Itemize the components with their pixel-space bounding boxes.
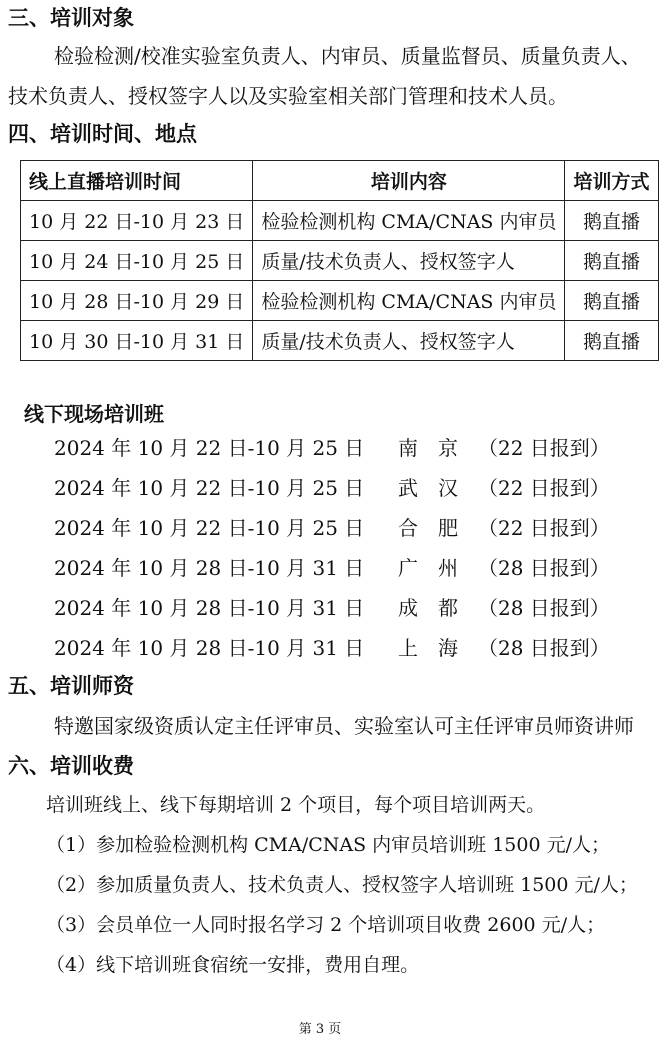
offline-row — [0, 472, 640, 502]
header-content: 培训内容 — [253, 161, 565, 201]
offline-note: （22 日报到） — [478, 476, 610, 500]
offline-city: 上海 — [398, 636, 478, 660]
offline-row — [0, 552, 640, 582]
table-row — [21, 321, 659, 361]
offline-row — [0, 632, 640, 662]
cell-time: 10 月 28 日-10 月 29 日 — [21, 281, 253, 321]
cell-content: 检验检测机构 CMA/CNAS 内审员 — [253, 281, 565, 321]
offline-row — [0, 592, 640, 622]
offline-city: 成都 — [398, 596, 478, 620]
fee-item: （2）参加质量负责人、技术负责人、授权签字人培训班 1500 元/人； — [46, 874, 638, 896]
offline-city: 广州 — [398, 556, 478, 580]
offline-title: 线下现场培训班 — [24, 402, 164, 426]
section-3-line-1: 检验检测/校准实验室负责人、内审员、质量监督员、质量负责人、 — [54, 44, 641, 68]
table-row — [21, 201, 659, 241]
offline-date: 2024 年 10 月 22 日-10 月 25 日 — [54, 436, 365, 460]
cell-content: 质量/技术负责人、授权签字人 — [253, 321, 565, 361]
section-6-intro: 培训班线上、线下每期培训 2 个项目，每个项目培训两天。 — [46, 794, 546, 816]
section-5-heading: 五、培训师资 — [8, 674, 134, 698]
section-3-heading: 三、培训对象 — [8, 6, 134, 30]
cell-method: 鹅直播 — [565, 281, 658, 321]
page-number: 第 3 页 — [298, 1022, 342, 1037]
cell-time: 10 月 30 日-10 月 31 日 — [21, 321, 253, 361]
section-3-line-2: 技术负责人、授权签字人以及实验室相关部门管理和技术人员。 — [8, 84, 568, 108]
offline-date: 2024 年 10 月 28 日-10 月 31 日 — [54, 636, 365, 660]
online-schedule-table — [20, 160, 659, 361]
cell-content: 检验检测机构 CMA/CNAS 内审员 — [253, 201, 565, 241]
offline-date: 2024 年 10 月 28 日-10 月 31 日 — [54, 556, 365, 580]
cell-content: 质量/技术负责人、授权签字人 — [253, 241, 565, 281]
section-5-line-1: 特邀国家级资质认定主任评审员、实验室认可主任评审员师资讲师 — [54, 714, 634, 738]
offline-row — [0, 432, 640, 462]
cell-time: 10 月 24 日-10 月 25 日 — [21, 241, 253, 281]
offline-note: （28 日报到） — [478, 636, 610, 660]
offline-date: 2024 年 10 月 22 日-10 月 25 日 — [54, 516, 365, 540]
offline-date: 2024 年 10 月 28 日-10 月 31 日 — [54, 596, 365, 620]
offline-note: （28 日报到） — [478, 556, 610, 580]
table-header-row — [21, 161, 659, 201]
fee-item: （3）会员单位一人同时报名学习 2 个培训项目收费 2600 元/人； — [46, 914, 606, 936]
table-row — [21, 281, 659, 321]
offline-date: 2024 年 10 月 22 日-10 月 25 日 — [54, 476, 365, 500]
offline-row — [0, 512, 640, 542]
section-4-heading: 四、培训时间、地点 — [8, 122, 197, 146]
offline-note: （22 日报到） — [478, 436, 610, 460]
cell-method: 鹅直播 — [565, 321, 658, 361]
fee-item: （1）参加检验检测机构 CMA/CNAS 内审员培训班 1500 元/人； — [46, 834, 611, 856]
cell-method: 鹅直播 — [565, 241, 658, 281]
offline-note: （28 日报到） — [478, 596, 610, 620]
offline-city: 南京 — [398, 436, 478, 460]
offline-city: 合肥 — [398, 516, 478, 540]
table-row — [21, 241, 659, 281]
header-method: 培训方式 — [565, 161, 658, 201]
section-6-heading: 六、培训收费 — [8, 754, 134, 778]
offline-city: 武汉 — [398, 476, 478, 500]
offline-note: （22 日报到） — [478, 516, 610, 540]
header-time: 线上直播培训时间 — [21, 161, 253, 201]
cell-method: 鹅直播 — [565, 201, 658, 241]
cell-time: 10 月 22 日-10 月 23 日 — [21, 201, 253, 241]
fee-item: （4）线下培训班食宿统一安排，费用自理。 — [46, 954, 420, 976]
